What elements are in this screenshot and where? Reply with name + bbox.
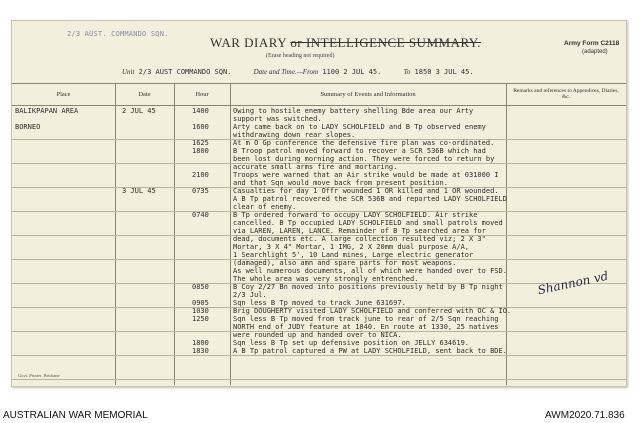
- entry-summary-line: cancelled. B Tp occupied LADY SCHOLFIELD and small patrols moved: [233, 219, 503, 227]
- unit-line: [122, 68, 492, 76]
- date-to: 1850 3 JUL 45.: [414, 68, 474, 76]
- diary-table: [12, 83, 626, 385]
- col-header-date: Date: [138, 90, 151, 98]
- entry-hour: 1625: [192, 139, 209, 147]
- entry-summary-line: B Troop patrol moved forward to recover a SCR 536B which had: [233, 147, 486, 155]
- form-number: Army Form C2118: [564, 40, 620, 47]
- ruled-line: [12, 355, 626, 356]
- entry-summary-line: support was switched.: [233, 115, 322, 123]
- entry-summary-line: Casualties for day 1 Offr wounded 1 OR killed and 1 OR wounded.: [233, 187, 499, 195]
- entry-summary-line: Arty came back on to LADY SCHOLFIELD and B Tp observed enemy: [233, 123, 486, 131]
- entry-hour: 0735: [192, 187, 209, 195]
- entry-hour: 1830: [192, 347, 209, 355]
- entry-summary-line: clear of enemy.: [233, 203, 297, 211]
- entry-date: 3 JUL 45: [122, 187, 156, 195]
- date-from: 1100 2 JUL 45.: [322, 68, 382, 76]
- ruled-line: [12, 379, 626, 380]
- entry-hour: 1030: [192, 307, 209, 315]
- entry-summary-line: A B Tp patrol recovered the SCR 536B and reported LADY SCHOLFIELD: [233, 195, 507, 203]
- col-header-hour: Hour: [195, 90, 209, 98]
- entry-summary-line: accurate small arms fire and mortaring.: [233, 163, 398, 171]
- entry-hour: 1600: [192, 123, 209, 131]
- entry-summary-line: NORTH end of JUDY feature at 1840. En route at 1330, 25 natives: [233, 323, 499, 331]
- entry-summary-line: been lost during morning action. They were forced to return by: [233, 155, 495, 163]
- entry-summary-line: The whole area was very strongly entrenched.: [233, 275, 419, 283]
- subtitle: (Erase heading not required): [266, 53, 335, 59]
- entry-summary-line: Sqn less B Tp set up defensive position on JELLY 634619.: [233, 339, 470, 347]
- entry-hour: 2100: [192, 171, 209, 179]
- entry-hour: 0850: [192, 283, 209, 291]
- entry-summary-line: Sqn less B Tp moved from track june to rear of 2/5 Sqn reaching: [233, 315, 499, 323]
- printer-credit: Govt. Printer, Brisbane: [18, 373, 60, 378]
- entry-summary-line: and that Sqn would move back from present position.: [233, 179, 448, 187]
- entry-summary-line: were rounded up and handed over to NICA.: [233, 331, 402, 339]
- entry-summary-line: Troops were warned that an Air strike would be made at 031000 I: [233, 171, 499, 179]
- page-title: [210, 35, 481, 51]
- date-to-label: To: [403, 68, 411, 76]
- war-diary-sheet: [11, 20, 627, 387]
- entry-summary-line: Owing to hostile enemy battery shelling Bde area our Arty: [233, 107, 474, 115]
- entry-summary-line: Sqn less B Tp moved to track June 631697.: [233, 299, 406, 307]
- entry-summary-line: withdrawing down rear slopes.: [233, 131, 356, 139]
- entry-summary-line: 2/3 Jul.: [233, 291, 267, 299]
- entry-summary-line: Mortar, 3 X 4" Mortar, 1 IMG, 2 X 20mm dual purpose A/A,: [233, 243, 470, 251]
- col-header-place: Place: [56, 90, 71, 98]
- entry-hour: 1800: [192, 339, 209, 347]
- handwritten-signature: Shannon vd: [536, 268, 610, 298]
- entry-summary-line: A B Tp patrol captured a PW at LADY SCHOLFIELD, sent back to BDE.: [233, 347, 507, 355]
- unit-label: Unit: [122, 68, 135, 76]
- entry-hour: 0905: [192, 299, 209, 307]
- col-header-summary: Summary of Events and Information: [320, 90, 416, 98]
- ruled-line: [12, 371, 626, 372]
- entry-hour: 0740: [192, 211, 209, 219]
- entry-date: 2 JUL 45: [122, 107, 156, 115]
- entry-hour: 1400: [192, 107, 209, 115]
- header-rule: [12, 105, 626, 106]
- entry-place: BORNEO: [15, 123, 41, 131]
- entry-summary-line: At m O Gp conference the defensive fire plan was co-ordinated.: [233, 139, 495, 147]
- entry-hour: 1250: [192, 315, 209, 323]
- entry-summary-line: via LAREN, LAREN, LANCE. Remainder of B Tp searched area for: [233, 227, 486, 235]
- entry-summary-line: B Tp ordered forward to occupy LADY SCHOLFIELD. Air strike: [233, 211, 478, 219]
- unit-value: 2/3 AUST COMMANDO SQN.: [138, 68, 232, 76]
- footer-credit: AUSTRALIAN WAR MEMORIAL: [3, 410, 148, 421]
- entry-summary-line: B Coy 2/27 Bn moved into positions previously held by B Tp night: [233, 283, 503, 291]
- entry-summary-line: 1 Searchlight 5', 10 Land mines, Large electric generator: [233, 251, 474, 259]
- col-header-remarks: Remarks and references to Appendices, Diaries, &c.: [513, 87, 619, 100]
- entry-place: BALIKPAPAN AREA: [15, 107, 79, 115]
- entry-summary-line: As well numerous documents, all of which were handed over to FSD.: [233, 267, 507, 275]
- unit-stamp: 2/3 AUST. COMMANDO SQN.: [67, 30, 169, 38]
- entry-summary-line: dead, documents etc. A large collection resulted viz; 2 X 3": [233, 235, 486, 243]
- title-struck: or INTELLIGENCE SUMMARY.: [290, 35, 481, 50]
- ruled-line: [12, 363, 626, 364]
- footer-accession: AWM2020.71.836: [545, 410, 625, 421]
- date-label: Date and Time.—From: [253, 68, 319, 76]
- entry-summary-line: (damaged), also amn and spare parts for most weapons.: [233, 259, 457, 267]
- ruled-line: [12, 203, 626, 204]
- title-main: WAR DIARY: [210, 35, 287, 50]
- entry-summary-line: Brig DOUGHERTY visited LADY SCHOLFIELD and conferred with OC & IO.: [233, 307, 512, 315]
- entry-hour: 1800: [192, 147, 209, 155]
- form-subtitle: (adapted): [582, 49, 608, 55]
- ruled-line: [12, 291, 626, 292]
